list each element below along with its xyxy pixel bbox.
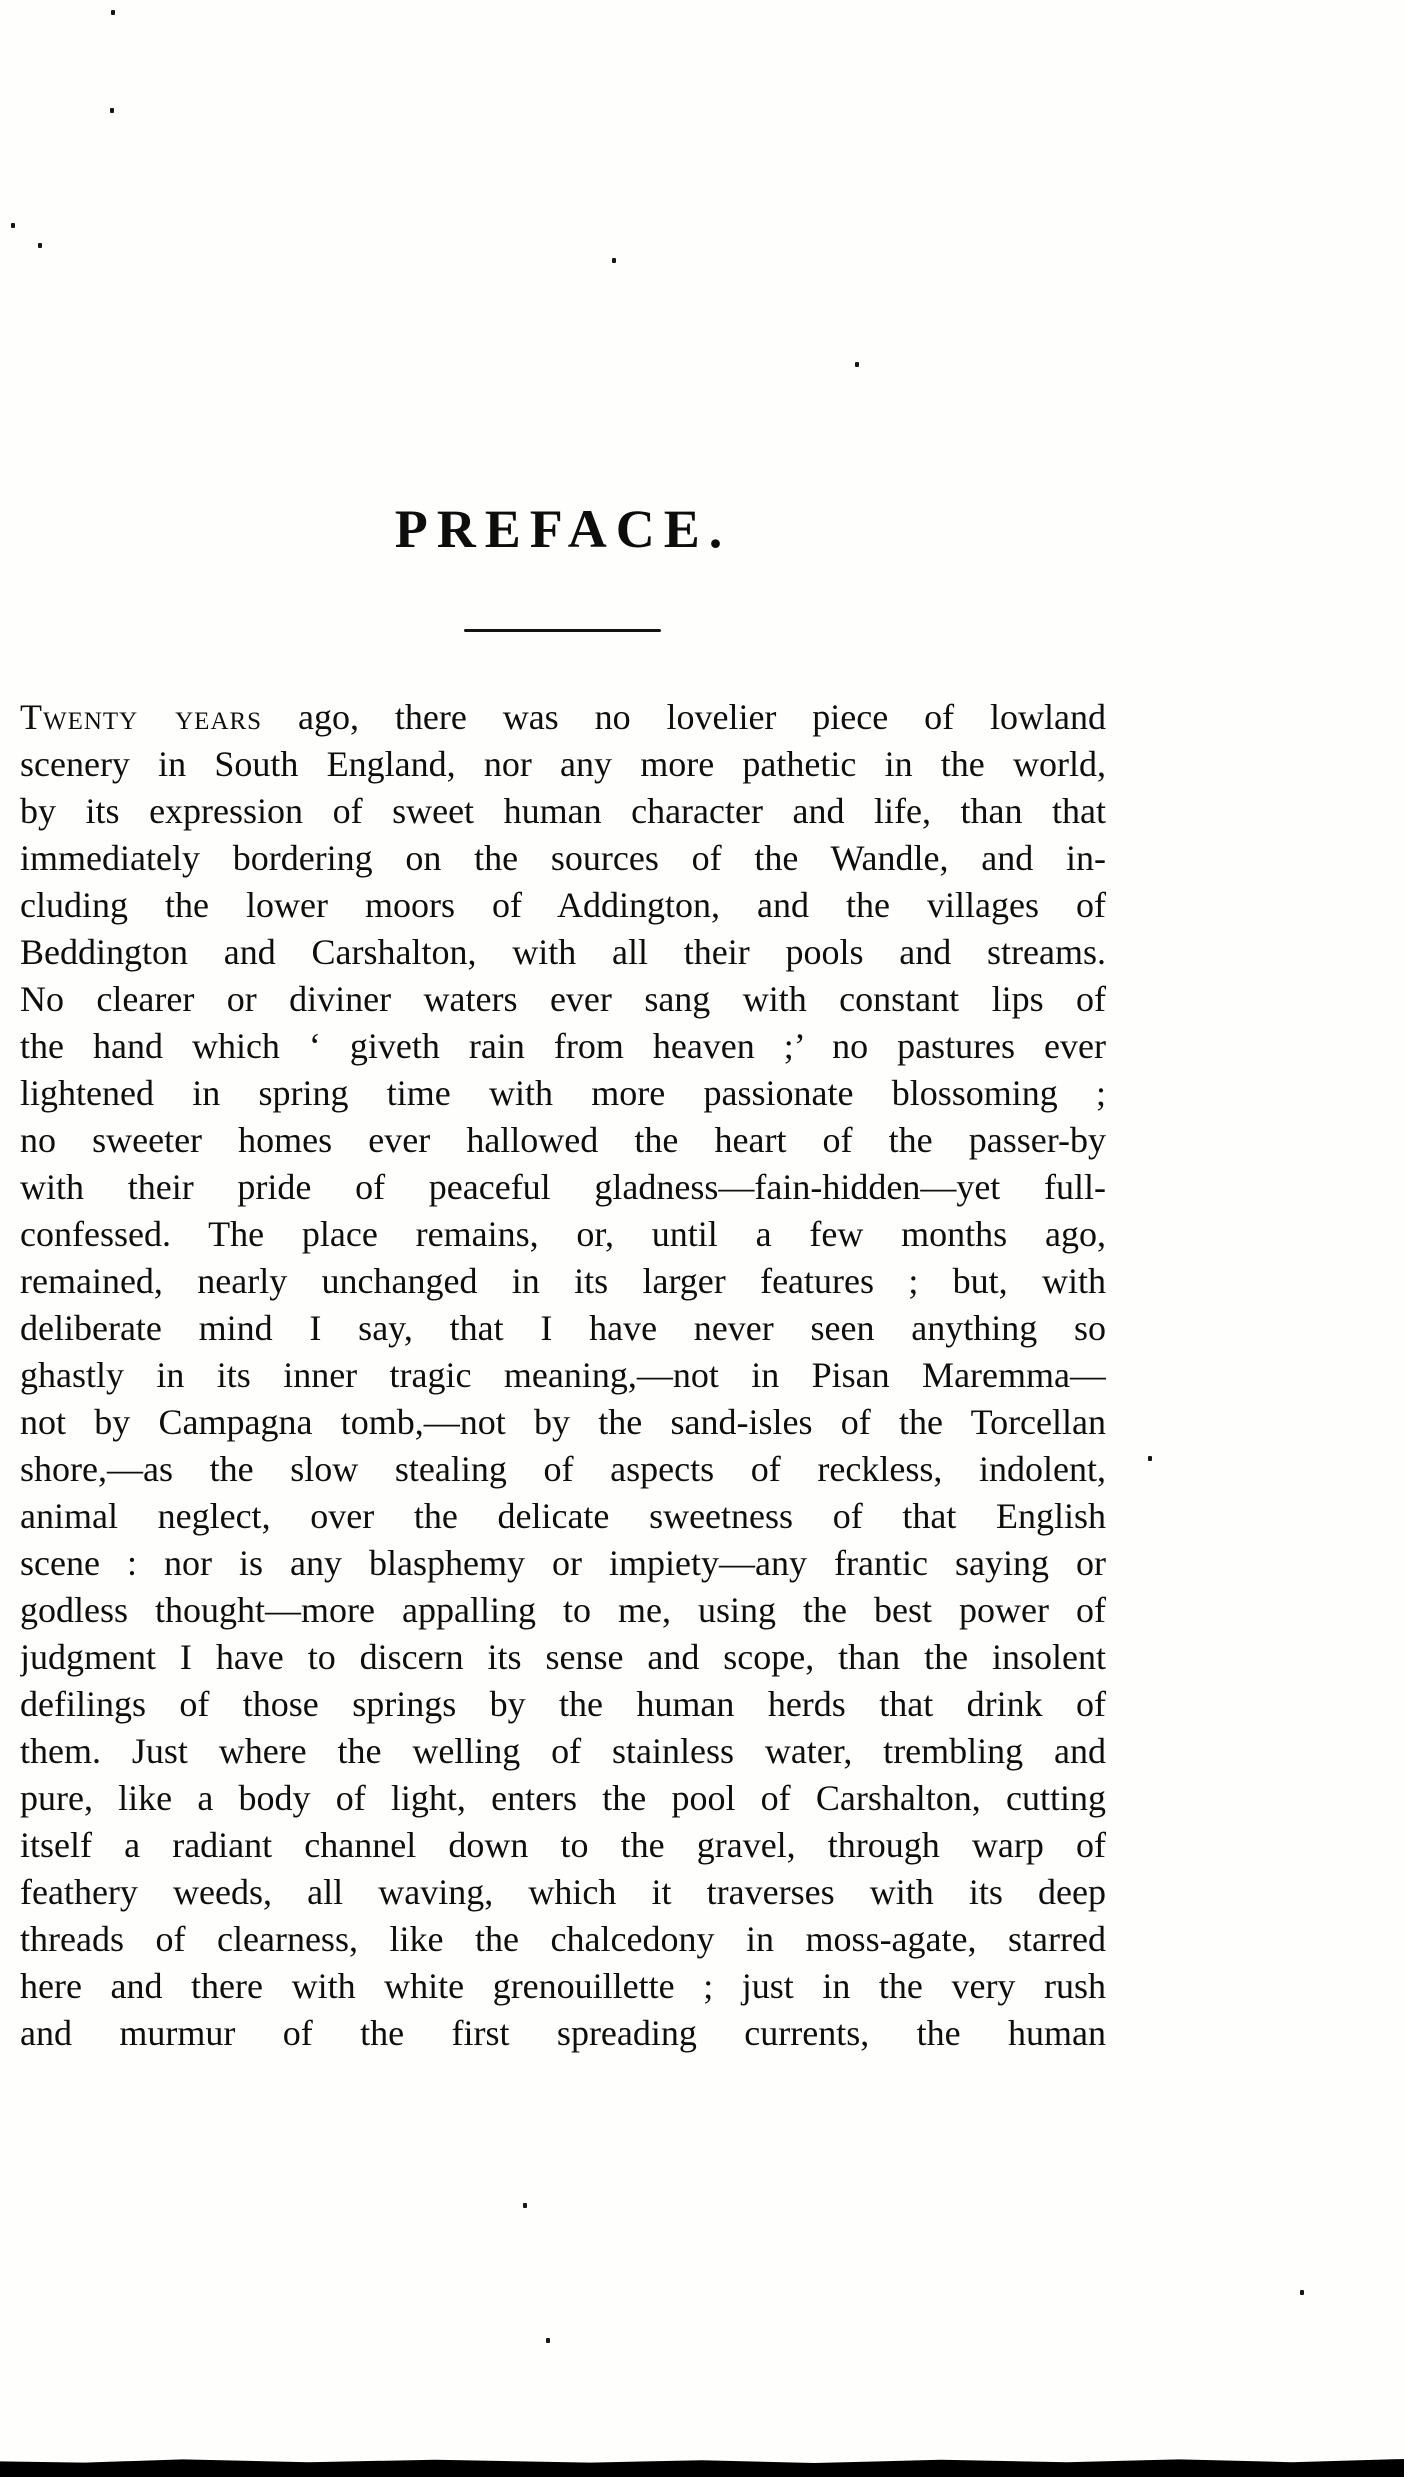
text-line: not by Campagna tomb,—not by the sand-isles of the Torcellan [20, 1402, 1106, 1442]
text-line: scene : nor is any blasphemy or impiety—any frantic saying or [20, 1543, 1106, 1583]
text-line: lightened in spring time with more passionate blossoming ; [20, 1073, 1106, 1113]
first-line-rest: ago, there was no lovelier piece of lowland [262, 697, 1106, 737]
text-line: confessed. The place remains, or, until a few months ago, [20, 1214, 1106, 1254]
scan-speck [546, 2338, 550, 2343]
text-line: defilings of those springs by the human herds that drink of [20, 1684, 1106, 1724]
text-line: itself a radiant channel down to the gravel, through warp of [20, 1825, 1106, 1865]
text-line: pure, like a body of light, enters the pool of Carshalton, cutting [20, 1778, 1106, 1818]
text-line: shore,—as the slow stealing of aspects of reckless, indolent, [20, 1449, 1106, 1489]
scan-speck [38, 243, 42, 248]
scan-speck [855, 362, 859, 367]
text-line: the hand which ‘ giveth rain from heaven ;’ no pastures ever [20, 1026, 1106, 1066]
text-line: Beddington and Carshalton, with all their pools and streams. [20, 932, 1106, 972]
text-line: threads of clearness, like the chalcedony in moss-agate, starred [20, 1919, 1106, 1959]
paragraph-lines [20, 741, 1106, 2057]
text-line: judgment I have to discern its sense and scope, than the insolent [20, 1637, 1106, 1677]
page-title: PREFACE. [394, 499, 732, 559]
text-line: remained, nearly unchanged in its larger features ; but, with [20, 1261, 1106, 1301]
text-line: no sweeter homes ever hallowed the heart of the passer-by [20, 1120, 1106, 1160]
text-line: immediately bordering on the sources of the Wandle, and in- [20, 838, 1106, 878]
text-line: scenery in South England, nor any more pathetic in the world, [20, 744, 1106, 784]
text-line: with their pride of peaceful gladness—fain-hidden—yet full- [20, 1167, 1106, 1207]
preface-paragraph [20, 694, 1106, 2057]
text-line: cluding the lower moors of Addington, and the villages of [20, 885, 1106, 925]
scan-speck [11, 223, 15, 228]
text-line: them. Just where the welling of stainless water, trembling and [20, 1731, 1106, 1771]
text-line: ghastly in its inner tragic meaning,—not in Pisan Maremma— [20, 1355, 1106, 1395]
scan-speck [111, 10, 115, 15]
scan-speck [110, 108, 114, 113]
scan-speck [612, 258, 616, 263]
text-line: animal neglect, over the delicate sweetness of that English [20, 1496, 1106, 1536]
text-line: godless thought—more appalling to me, using the best power of [20, 1590, 1106, 1630]
text-line: No clearer or diviner waters ever sang with constant lips of [20, 979, 1106, 1019]
text-line: by its expression of sweet human character and life, than that [20, 791, 1106, 831]
text-line: feathery weeds, all waving, which it traverses with its deep [20, 1872, 1106, 1912]
text-line: deliberate mind I say, that I have never seen anything so [20, 1308, 1106, 1348]
scan-speck [523, 2203, 527, 2208]
title-rule [464, 629, 661, 632]
scan-speck [1300, 2290, 1304, 2295]
text-line [20, 694, 1106, 741]
scan-speck [1148, 1456, 1152, 1461]
text-line: and murmur of the first spreading currents, the human [20, 2013, 1106, 2053]
bottom-scan-bar [0, 2457, 1404, 2477]
lead-smallcaps: Twenty years [20, 697, 263, 737]
text-line: here and there with white grenouillette ; just in the very rush [20, 1966, 1106, 2006]
